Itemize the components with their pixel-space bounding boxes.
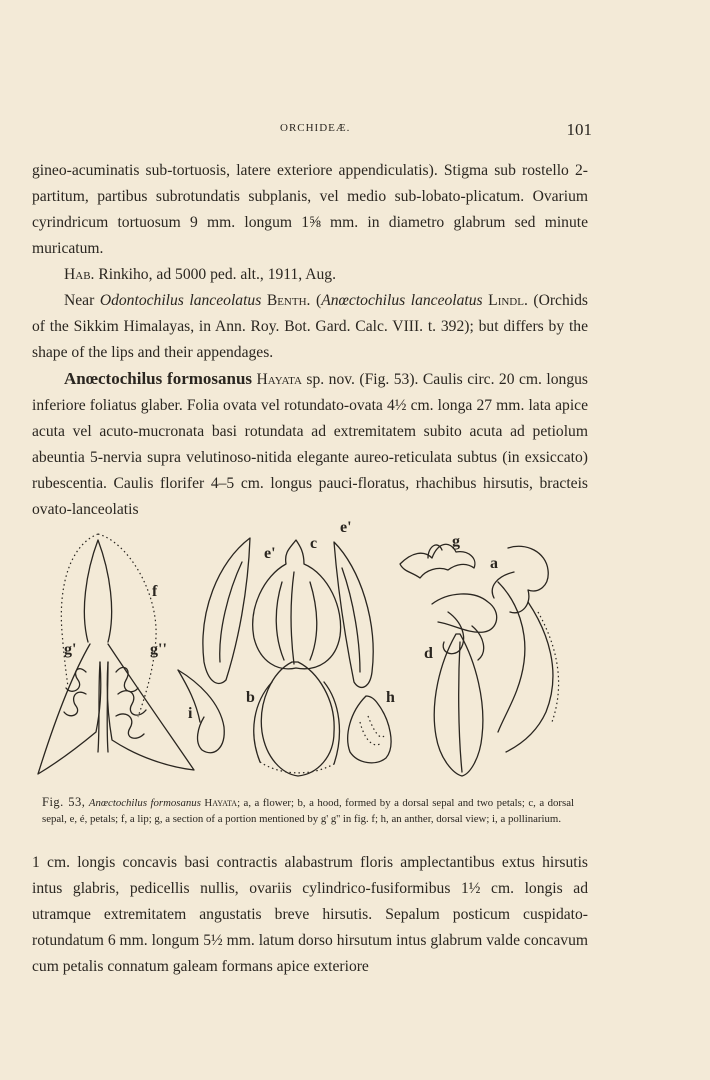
label-a: a bbox=[490, 555, 498, 572]
affinity-author: Benth. bbox=[266, 292, 311, 309]
paragraph-description-bottom: 1 cm. longis concavis basi contractis alabastrum floris amplectantibus extus hirsutis intus glabris, pedicellis nullis, ovariis cylindrico-fusiformibus 1½ cm. longis ad utramque extremitatem angustatis breve hirsutis. Sepalum posticum cuspidato-rotundatum 6 mm. longum 5½ mm. latum dorso hirsutum intus glabrum valde concavum cum petalis connatum galeam formans apice exteriore bbox=[32, 854, 588, 975]
caption-text: ; a, a flower; b, a hood, formed by a dorsal sepal and two petals; c, a dorsal sepal, e, é, petals; f, a lip; g, a section of a portion mentioned by g' g'' in fig. f; h, an anther, dorsal view; i, a pollinarium. bbox=[42, 797, 574, 825]
petal-left-drawing bbox=[203, 538, 250, 683]
ovary-drawing bbox=[434, 634, 483, 776]
paragraph-affinity: Near Odontochilus lanceolatus Benth. (Anœctochilus lanceolatus Lindl. (Orchids of the Sikkim Himalayas, in Ann. Roy. Bot. Gard. Calc. VIII. t. 392); but differs by the shape of the lips and their appendages. bbox=[32, 292, 588, 361]
species-name: Anœctochilus formosanus bbox=[64, 369, 253, 388]
figure-53 bbox=[28, 512, 588, 792]
label-i: i bbox=[188, 705, 193, 722]
body-text-top bbox=[32, 158, 588, 523]
label-g-double-prime: g'' bbox=[150, 641, 167, 658]
habitat-text: Rinkiho, ad 5000 ped. alt., 1911, Aug. bbox=[94, 266, 336, 283]
body-text-bottom bbox=[32, 850, 588, 980]
running-head: ORCHIDEÆ. bbox=[280, 122, 351, 134]
caption-figure-label: Fig. 53, bbox=[42, 795, 86, 809]
label-b: b bbox=[246, 689, 255, 706]
section-drawing bbox=[400, 544, 475, 578]
affinity-prefix: Near bbox=[64, 292, 100, 309]
affinity-reference: (Orchids of the Sikkim Himalayas, in Ann. Roy. Bot. Gard. Calc. VIII. t. 392); but differs by the shape of the lips and their appendages. bbox=[32, 292, 588, 361]
label-e-prime-right: e' bbox=[340, 519, 352, 536]
species-description: sp. nov. (Fig. 53). Caulis circ. 20 cm. longus inferiore foliatus glaber. Folia ovata vel rotundato-ovata 4½ cm. longa 27 mm. lata apice acuta vel acuto-mucronata basi rotundata ad extremitatem subito acuta ad petiolum abeuntia 5-nervia supra velutinoso-nitida elegante aureo-reticulata subtus (in exsiccato) rubescentia. Caulis florifer 4–5 cm. longus pauci-floratus, rhachibus hirsutis, bracteis ovato-lanceolatis bbox=[32, 371, 588, 518]
page-number: 101 bbox=[566, 120, 592, 139]
label-g-prime: g' bbox=[64, 641, 77, 658]
hood-drawing bbox=[254, 662, 340, 776]
figure-caption bbox=[42, 794, 574, 827]
label-e-prime-left: e' bbox=[264, 545, 276, 562]
flower-drawing bbox=[432, 546, 559, 752]
caption-author: Hayata bbox=[204, 797, 238, 809]
pollinarium-drawing bbox=[178, 670, 224, 753]
habitat-label: Hab. bbox=[64, 266, 95, 283]
affinity-species: Odontochilus lanceolatus bbox=[99, 292, 262, 309]
lip-drawing bbox=[38, 534, 194, 774]
label-f: f bbox=[152, 583, 158, 600]
affinity-synonym: Anœctochilus lanceolatus bbox=[321, 292, 483, 309]
anther-drawing bbox=[348, 696, 391, 763]
affinity-synonym-author: Lindl. bbox=[488, 292, 528, 309]
paragraph-species-description bbox=[32, 366, 588, 523]
figure-illustration bbox=[28, 512, 588, 792]
paragraph-description-continued: gineo-acuminatis sub-tortuosis, latere exteriore appendiculatis). Stigma sub rostello 2-partitum, partibus subrotundatis subplanis, vel medio sub-lobato-plicatum. Ovarium cyrindricum tortuosum 9 mm. longum 1⅝ mm. in diametro glabrum sed minute muricatum. bbox=[32, 162, 588, 257]
label-g: g bbox=[452, 533, 460, 550]
caption-species: Anœctochilus formosanus bbox=[88, 797, 201, 809]
species-author: Hayata bbox=[256, 371, 302, 388]
paragraph-habitat bbox=[32, 262, 588, 288]
page-header bbox=[32, 120, 592, 142]
label-c: c bbox=[310, 535, 318, 552]
label-d: d bbox=[424, 645, 433, 662]
label-h: h bbox=[386, 689, 395, 706]
